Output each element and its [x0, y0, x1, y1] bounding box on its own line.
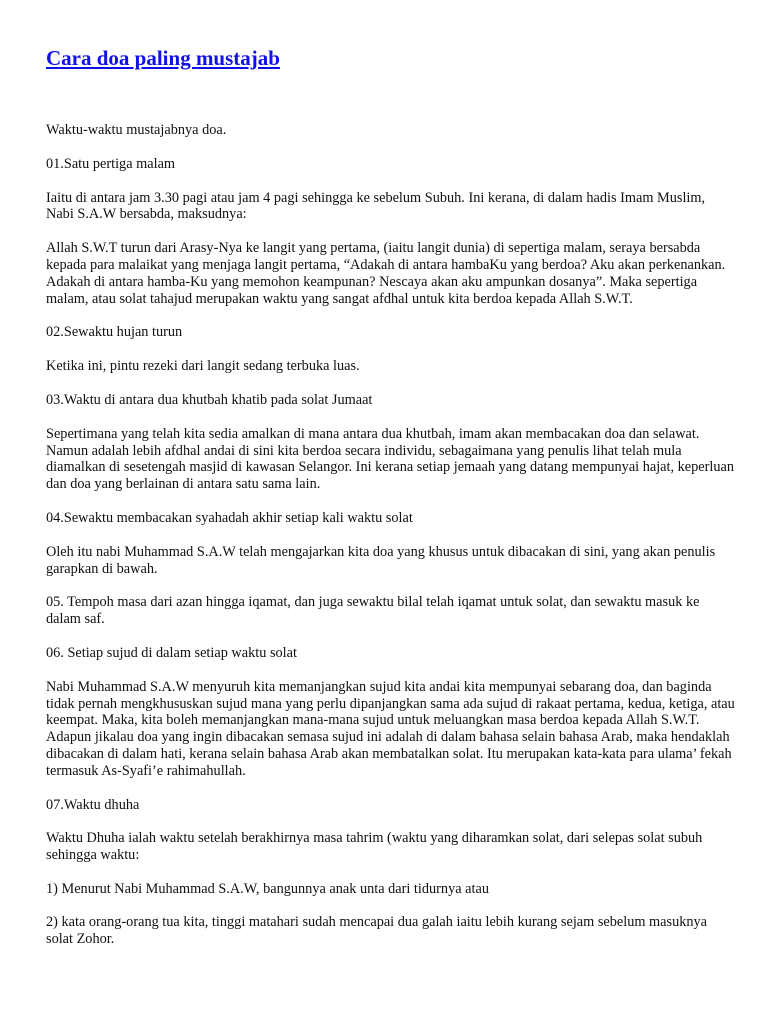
paragraph-02: Ketika ini, pintu rezeki dari langit sedang terbuka luas.	[46, 358, 360, 375]
heading-01: 01.Satu pertiga malam	[46, 155, 176, 172]
document-body	[46, 122, 736, 947]
heading-02: 02.Sewaktu hujan turun	[46, 324, 183, 341]
paragraph-07: Waktu Dhuha ialah waktu setelah berakhirnya masa tahrim (waktu yang diharamkan solat, dari selepas solat subuh sehingga waktu:	[46, 830, 703, 864]
heading-03: 03.Waktu di antara dua khutbah khatib pada solat Jumaat	[46, 391, 373, 408]
heading-04: 04.Sewaktu membacakan syahadah akhir setiap kali waktu solat	[46, 509, 413, 526]
list-item-2: 2) kata orang-orang tua kita, tinggi matahari sudah mencapai dua galah iaitu lebih kurang sejam sebelum masuknya solat Zohor.	[46, 913, 708, 947]
paragraph-01-a: Iaitu di antara jam 3.30 pagi atau jam 4 pagi sehingga ke sebelum Subuh. Ini kerana, di dalam hadis Imam Muslim, Nabi S.A.W bersabda, maksudnya:	[46, 189, 706, 223]
paragraph-intro: Waktu-waktu mustajabnya doa.	[46, 122, 227, 138]
paragraph-06: Nabi Muhammad S.A.W menyuruh kita memanjangkan sujud kita andai kita mempunyai sebarang doa, dan baginda tidak pernah mengkhususkan sujud mana yang perlu dipanjangkan sama ada sujud di rakaat pertama, kedua, ketiga, atau keempat. Maka, kita boleh memanjangkan mana-mana sujud untuk meluangkan masa berdoa kepada Allah S.W.T. Adapun jikalau doa yang ingin dibacakan semasa sujud ini adalah di dalam bahasa selain bahasa Arab, maka hendaklah dibacakan di dalam hati, kerana selain bahasa Arab akan membatalkan solat. Itu merupakan kata-kata para ulama’ fekah termasuk As-Syafi’e rahimahullah.	[46, 678, 735, 779]
paragraph-04: Oleh itu nabi Muhammad S.A.W telah mengajarkan kita doa yang khusus untuk dibacakan di sini, yang akan penulis garapkan di bawah.	[46, 543, 716, 577]
heading-06: 06. Setiap sujud di dalam setiap waktu solat	[46, 644, 297, 661]
paragraph-03: Sepertimana yang telah kita sedia amalkan di mana antara dua khutbah, imam akan membacakan doa dan selawat. Namun adalah lebih afdhal andai di sini kita berdoa secara individu, sebagaimana yang penulis lihat telah mula diamalkan di sesetengah masjid di kawasan Selangor. Ini kerana setiap jemaah yang datang mempunyai hajat, keperluan dan doa yang berlainan di antara satu sama lain.	[46, 425, 735, 493]
document-page	[46, 44, 736, 964]
list-item-1: 1) Menurut Nabi Muhammad S.A.W, bangunnya anak unta dari tidurnya atau	[46, 880, 489, 897]
heading-05: 05. Tempoh masa dari azan hingga iqamat, dan juga sewaktu bilal telah iqamat untuk solat, dan sewaktu masuk ke dalam saf.	[46, 594, 700, 628]
page-title-link[interactable]: Cara doa paling mustajab	[46, 46, 280, 70]
heading-07: 07.Waktu dhuha	[46, 796, 140, 813]
paragraph-01-b: Allah S.W.T turun dari Arasy-Nya ke langit yang pertama, (iaitu langit dunia) di sepertiga malam, seraya bersabda kepada para malaikat yang menjaga langit pertama, “Adakah di antara hambaKu yang berdoa? Aku akan perkenankan. Adakah di antara hamba-Ku yang memohon keampunan? Nescaya akan aku ampunkan dosanya”. Maka sepertiga malam, atau solat tahajud merupakan waktu yang sangat afdhal untuk kita berdoa kepada Allah S.W.T.	[46, 240, 726, 307]
